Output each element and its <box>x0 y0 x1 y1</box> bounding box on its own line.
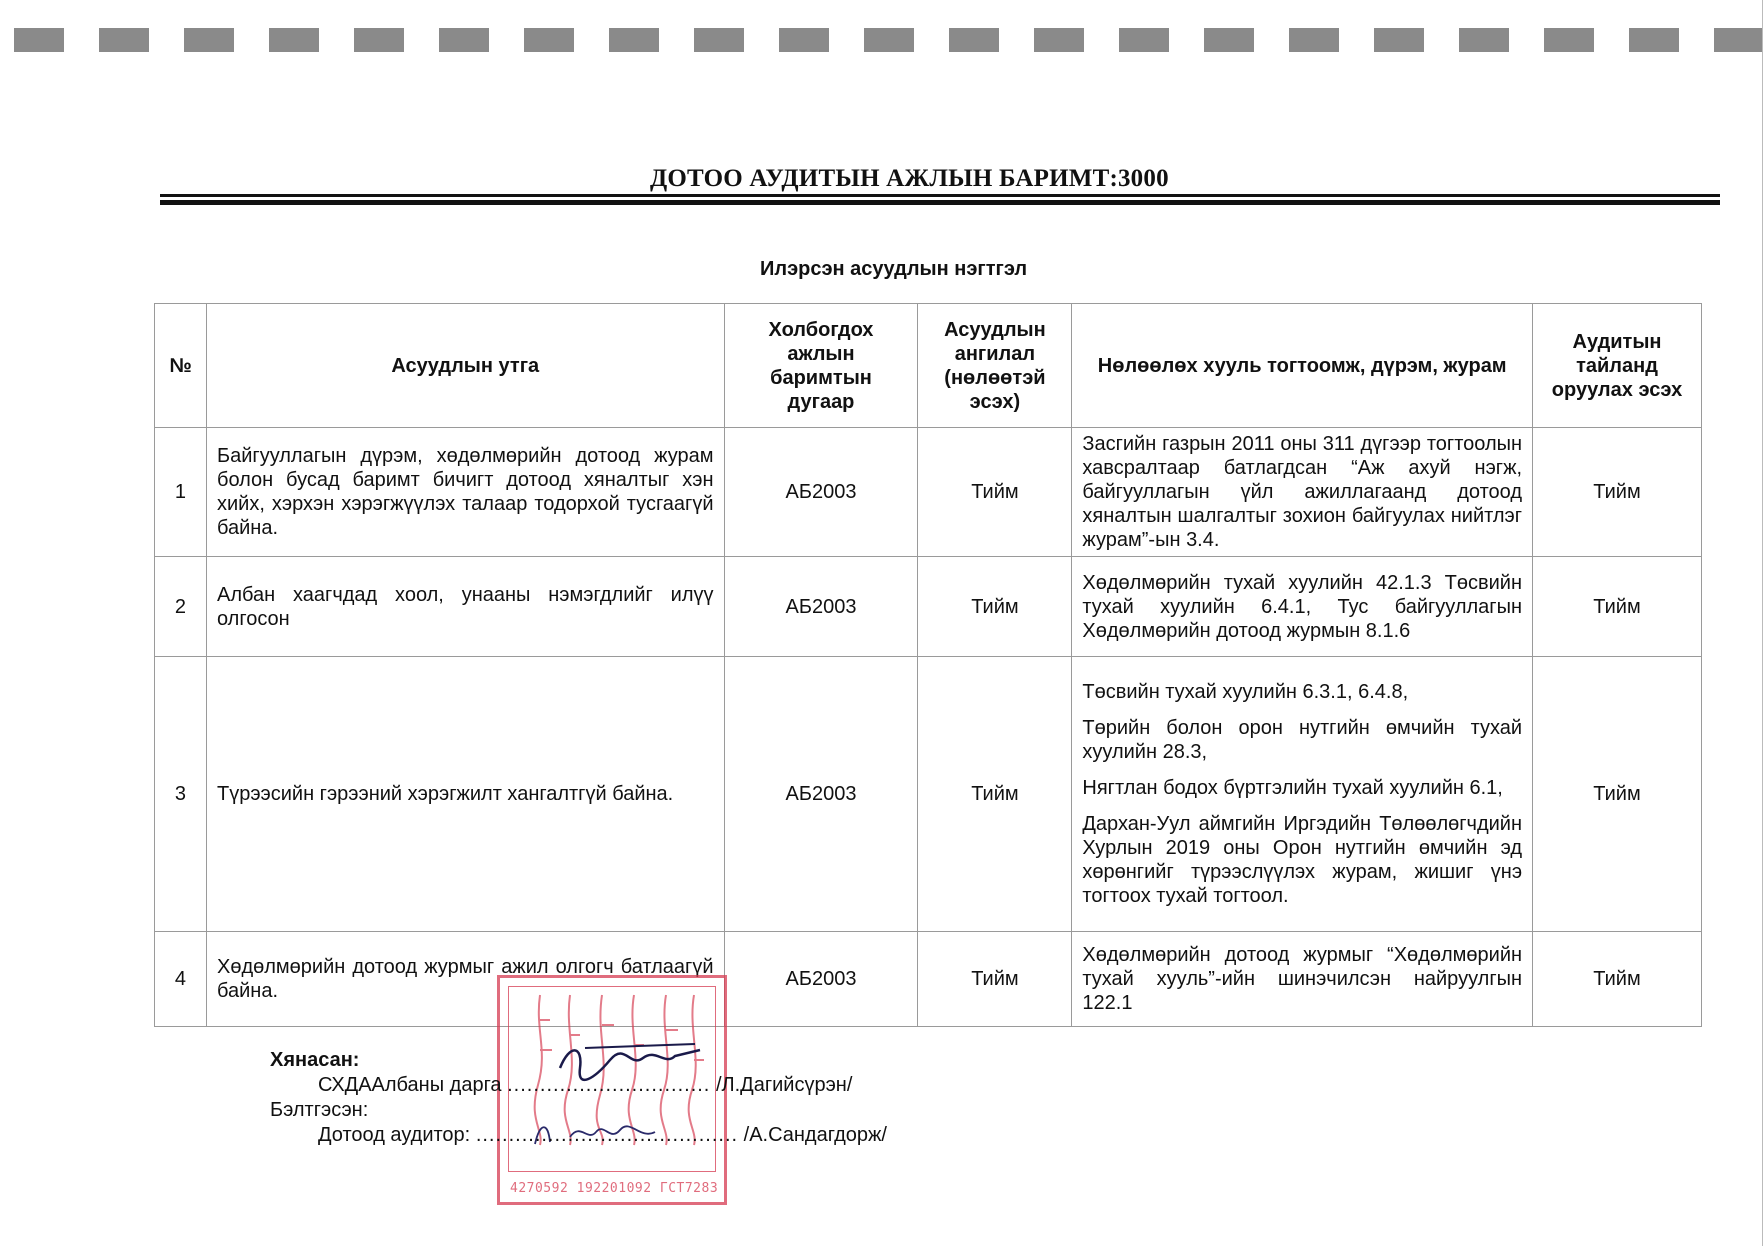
row-ref: АБ2003 <box>724 557 918 657</box>
document-title: ДОТОО АУДИТЫН АЖЛЫН БАРИМТ:3000 <box>650 165 1169 192</box>
row-laws <box>1072 557 1533 657</box>
preparer-dots: ........................................ <box>475 1124 739 1146</box>
preparer-line <box>270 1123 887 1148</box>
reviewer-name: /Л.Дагийсүрэн/ <box>715 1074 853 1096</box>
row-no: 3 <box>155 657 207 932</box>
stamp-number: 4270592 192201092 ГСТ7283 <box>510 1181 719 1196</box>
header-ref: Холбогдох ажлын баримтын дугаар <box>724 304 918 428</box>
punch-strip <box>0 28 1763 52</box>
header-issue: Асуудлын утга <box>206 304 724 428</box>
row-issue: Албан хаагчдад хоол, унааны нэмэгдлийг илүү олгосон <box>206 557 724 657</box>
row-category: Тийм <box>918 557 1072 657</box>
table-row <box>155 657 1702 932</box>
row-ref: АБ2003 <box>724 428 918 557</box>
preparer-name: /А.Сандагдорж/ <box>743 1124 887 1146</box>
row-include: Тийм <box>1533 428 1702 557</box>
row-no: 1 <box>155 428 207 557</box>
header-no: № <box>155 304 207 428</box>
law-item: Хөдөлмөрийн дотоод журмыг “Хөдөлмөрийн тухай хууль”-ийн шинэчилсэн найруулгын 122.1 <box>1082 944 1523 1014</box>
row-no: 4 <box>155 932 207 1027</box>
law-item: Төсвийн тухай хуулийн 6.3.1, 6.4.8, <box>1082 681 1409 703</box>
table-row <box>155 932 1702 1027</box>
title-rule-thin <box>160 194 1720 197</box>
law-item: Нягтлан бодох бүртгэлийн тухай хуулийн 6.1, <box>1082 777 1503 799</box>
law-item: Төрийн болон орон нутгийн өмчийн тухай хуулийн 28.3, <box>1082 717 1523 763</box>
reviewer-line <box>270 1073 887 1098</box>
law-item: Дархан-Уул аймгийн Иргэдийн Төлөөлөгчдийн Хурлын 2019 оны Орон нутгийн өмчийн эд хөрөнгийг түрээслүүлэх журам, жишиг үнэ тогтоох тухай тогтоол. <box>1082 813 1523 907</box>
row-laws <box>1072 657 1533 932</box>
row-issue: Хөдөлмөрийн дотоод журмыг ажил олгогч батлаагүй байна. <box>206 932 724 1027</box>
table-row <box>155 428 1702 557</box>
row-category: Тийм <box>918 657 1072 932</box>
row-issue: Түрээсийн гэрээний хэрэгжилт хангалтгүй байна. <box>206 657 724 932</box>
row-category: Тийм <box>918 428 1072 557</box>
table-row <box>155 557 1702 657</box>
row-category: Тийм <box>918 932 1072 1027</box>
row-issue: Байгууллагын дүрэм, хөдөлмөрийн дотоод журам болон бусад баримт бичигт дотоод хяналтыг хэн хийх, хэрхэн хэрэгжүүлэх талаар тодорхой тусгаагүй байна. <box>206 428 724 557</box>
reviewed-label: Хянасан: <box>270 1049 360 1071</box>
row-include: Тийм <box>1533 932 1702 1027</box>
issues-table <box>154 303 1702 1027</box>
law-item: Засгийн газрын 2011 оны 311 дүгээр тогтоолын хавсралтаар батлагдсан “Аж ахуй нэгж, байгууллагын үйл ажиллагаанд дотоод хяналтын шалгалтыг зохион байгуулах нийтлэг журам”-ын 3.4. <box>1082 433 1523 551</box>
title-rule-thick <box>160 200 1720 205</box>
reviewer-position: СХДААлбаны дарга <box>318 1074 502 1096</box>
document-subtitle: Илэрсэн асуудлын нэгтгэл <box>760 258 1028 280</box>
row-ref: АБ2003 <box>724 657 918 932</box>
law-item: Хөдөлмөрийн тухай хуулийн 42.1.3 Төсвийн тухай хуулийн 6.4.1, Тус байгууллагын Хөдөлмөрийн дотоод журмын 8.1.6 <box>1082 571 1523 642</box>
header-category: Асуудлын ангилал (нөлөөтэй эсэх) <box>918 304 1072 428</box>
signature-block <box>270 1048 887 1148</box>
header-laws: Нөлөөлөх хууль тогтоомж, дүрэм, журам <box>1072 304 1533 428</box>
row-laws <box>1072 932 1533 1027</box>
reviewer-dots: ............................... <box>507 1074 711 1096</box>
preparer-position: Дотоод аудитор: <box>318 1124 471 1146</box>
table-header-row <box>155 304 1702 428</box>
row-include: Тийм <box>1533 557 1702 657</box>
header-include: Аудитын тайланд оруулах эсэх <box>1533 304 1702 428</box>
row-no: 2 <box>155 557 207 657</box>
row-ref: АБ2003 <box>724 932 918 1027</box>
prepared-label: Бэлтгэсэн: <box>270 1099 369 1121</box>
row-laws <box>1072 428 1533 557</box>
row-include: Тийм <box>1533 657 1702 932</box>
